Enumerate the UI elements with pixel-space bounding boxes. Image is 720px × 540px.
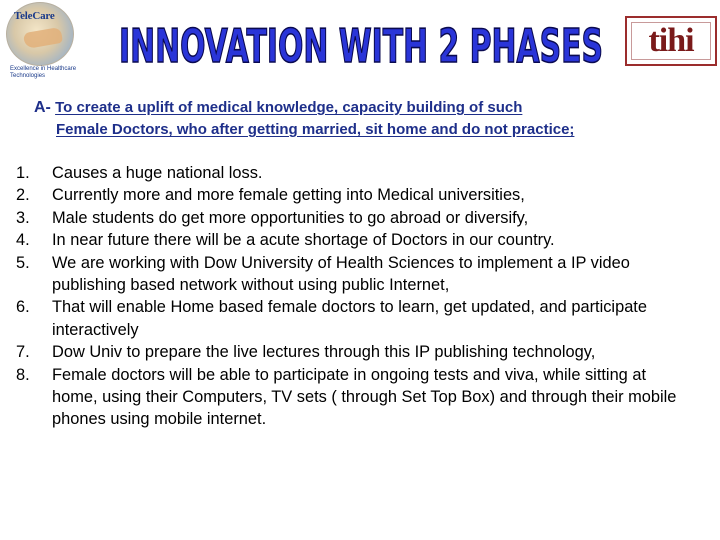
list-item [16,364,696,431]
list-item [16,184,696,206]
list-item-number: 5. [16,253,30,272]
section-heading-line-1: To create a uplift of medical knowledge, capacity building of such [55,99,523,116]
list-item-text: In near future there will be a acute shortage of Doctors in our country. [52,231,555,250]
points-list [16,162,696,431]
list-item [16,296,696,341]
list-item [16,162,696,184]
slide-title [116,18,606,70]
list-item [16,207,696,229]
list-item-text: Dow Univ to prepare the live lectures through this IP publishing technology, [52,343,596,362]
list-item [16,229,696,251]
tihi-logo-mark: tihi [648,22,694,59]
list-item [16,341,696,363]
list-item-number: 7. [16,343,30,362]
list-item-text: We are working with Dow University of Health Sciences to implement a IP video publishing based network without using public Internet, [52,253,630,295]
slide-title-text: INNOVATION WITH 2 PHASES [119,19,603,70]
list-item-text: Female doctors will be able to participate in ongoing tests and viva, while sitting at home, using their Computers, TV sets ( through Set Top Box) and through their mobile phones using mobile internet. [52,365,677,429]
list-item-text: Causes a huge national loss. [52,164,263,182]
list-item [16,252,696,297]
telecare-tagline: Excellence in Healthcare Technologies [10,66,77,79]
list-item-text: Currently more and more female getting into Medical universities, [52,186,525,205]
list-item-number: 6. [16,298,30,317]
list-item-number: 4. [16,231,30,250]
list-item-text: Male students do get more opportunities to go abroad or diversify, [52,208,529,227]
telecare-logo [2,2,86,84]
list-item-text: That will enable Home based female doctors to learn, get updated, and participate interactively [52,298,647,339]
section-heading [34,97,694,141]
list-item-number: 1. [16,164,30,182]
list-item-number: 3. [16,208,30,227]
list-item-number: 2. [16,186,30,205]
section-prefix: A- [34,99,51,116]
tihi-logo [625,16,717,66]
telecare-brand-text: TeleCare [14,10,55,22]
section-heading-line-2: Female Doctors, who after getting married, sit home and do not practice; [56,121,575,138]
list-item-number: 8. [16,365,30,384]
